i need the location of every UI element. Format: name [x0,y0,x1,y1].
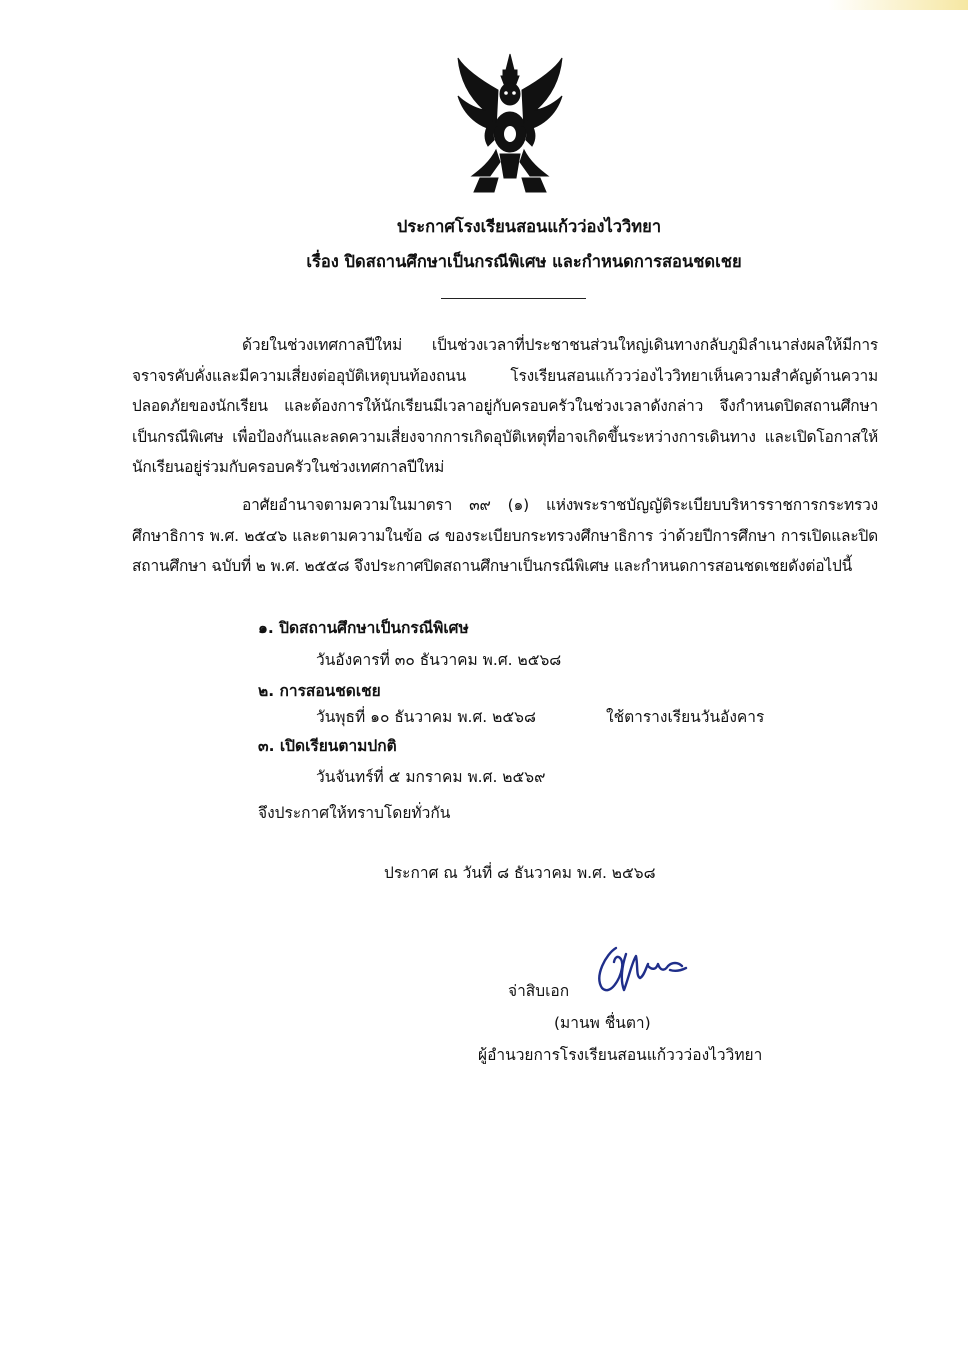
announcement-subject: เรื่อง ปิดสถานศึกษาเป็นกรณีพิเศษ และกำหนดการสอนชดเชย [306,252,742,271]
heading-divider [441,298,586,299]
item-3-title: ๓. เปิดเรียนตามปกติ [258,737,397,755]
item-1-title: ๑. ปิดสถานศึกษาเป็นกรณีพิเศษ [258,619,469,637]
item-1-date: วันอังคารที่ ๓๐ ธันวาคม พ.ศ. ๒๕๖๘ [316,651,562,669]
handwritten-signature-icon [586,940,696,1000]
announcement-title: ประกาศโรงเรียนสอนแก้วว่องไววิทยา [396,217,662,236]
item-2-title: ๒. การสอนชดเชย [258,682,381,700]
body-paragraph-2: อาศัยอำนาจตามความในมาตรา ๓๙ (๑) แห่งพระราชบัญญัติระเบียบบริหารราชการกระทรวงศึกษาธิการ พ.ศ. ๒๕๔๖ และตามความในข้อ ๘ ของระเบียบกระทรวงศึกษาธิการ ว่าด้วยปีการศึกษา การเปิดและปิดสถานศึกษา ฉบับที่ ๒ พ.ศ. ๒๕๕๘ จึงประกาศปิดสถานศึกษาเป็นกรณีพิเศษ และกำหนดการสอนชดเชยดังต่อไปนี้ [132,496,878,575]
garuda-emblem-icon [450,50,570,200]
scan-edge-tint [828,0,968,10]
item-2-date: วันพุธที่ ๑๐ ธันวาคม พ.ศ. ๒๕๖๘ [316,708,536,726]
signer-name: (มานพ ชื่นตา) [554,1014,651,1032]
announced-date: ประกาศ ณ วันที่ ๘ ธันวาคม พ.ศ. ๒๕๖๘ [384,864,656,882]
signer-position: ผู้อำนวยการโรงเรียนสอนแก้ววว่องไววิทยา [478,1046,763,1064]
body-paragraph-1: ด้วยในช่วงเทศกาลปีใหม่ เป็นช่วงเวลาที่ประชาชนส่วนใหญ่เดินทางกลับภูมิลำเนาส่งผลให้มีการจราจรคับคั่งและมีความเสี่ยงต่ออุบัติเหตุบนท้องถนน โรงเรียนสอนแก้ววว่องไววิทยาเห็นความสำคัญด้านความปลอดภัยของนักเรียน และต้องการให้นักเรียนมีเวลาอยู่กับครอบครัวในช่วงเวลาดังกล่าว จึงกำหนดปิดสถานศึกษาเป็นกรณีพิเศษ เพื่อป้องกันและลดความเสี่ยงจากการเกิดอุบัติเหตุที่อาจเกิดขึ้นระหว่างการเดินทาง และเปิดโอกาสให้นักเรียนอยู่ร่วมกับครอบครัวในช่วงเทศกาลปีใหม่ [132,336,878,476]
signer-rank: จ่าสิบเอก [508,982,570,1000]
item-3-date: วันจันทร์ที่ ๕ มกราคม พ.ศ. ๒๕๖๙ [316,768,546,786]
item-2-note: ใช้ตารางเรียนวันอังคาร [606,708,765,726]
closing-line: จึงประกาศให้ทราบโดยทั่วกัน [258,804,451,822]
